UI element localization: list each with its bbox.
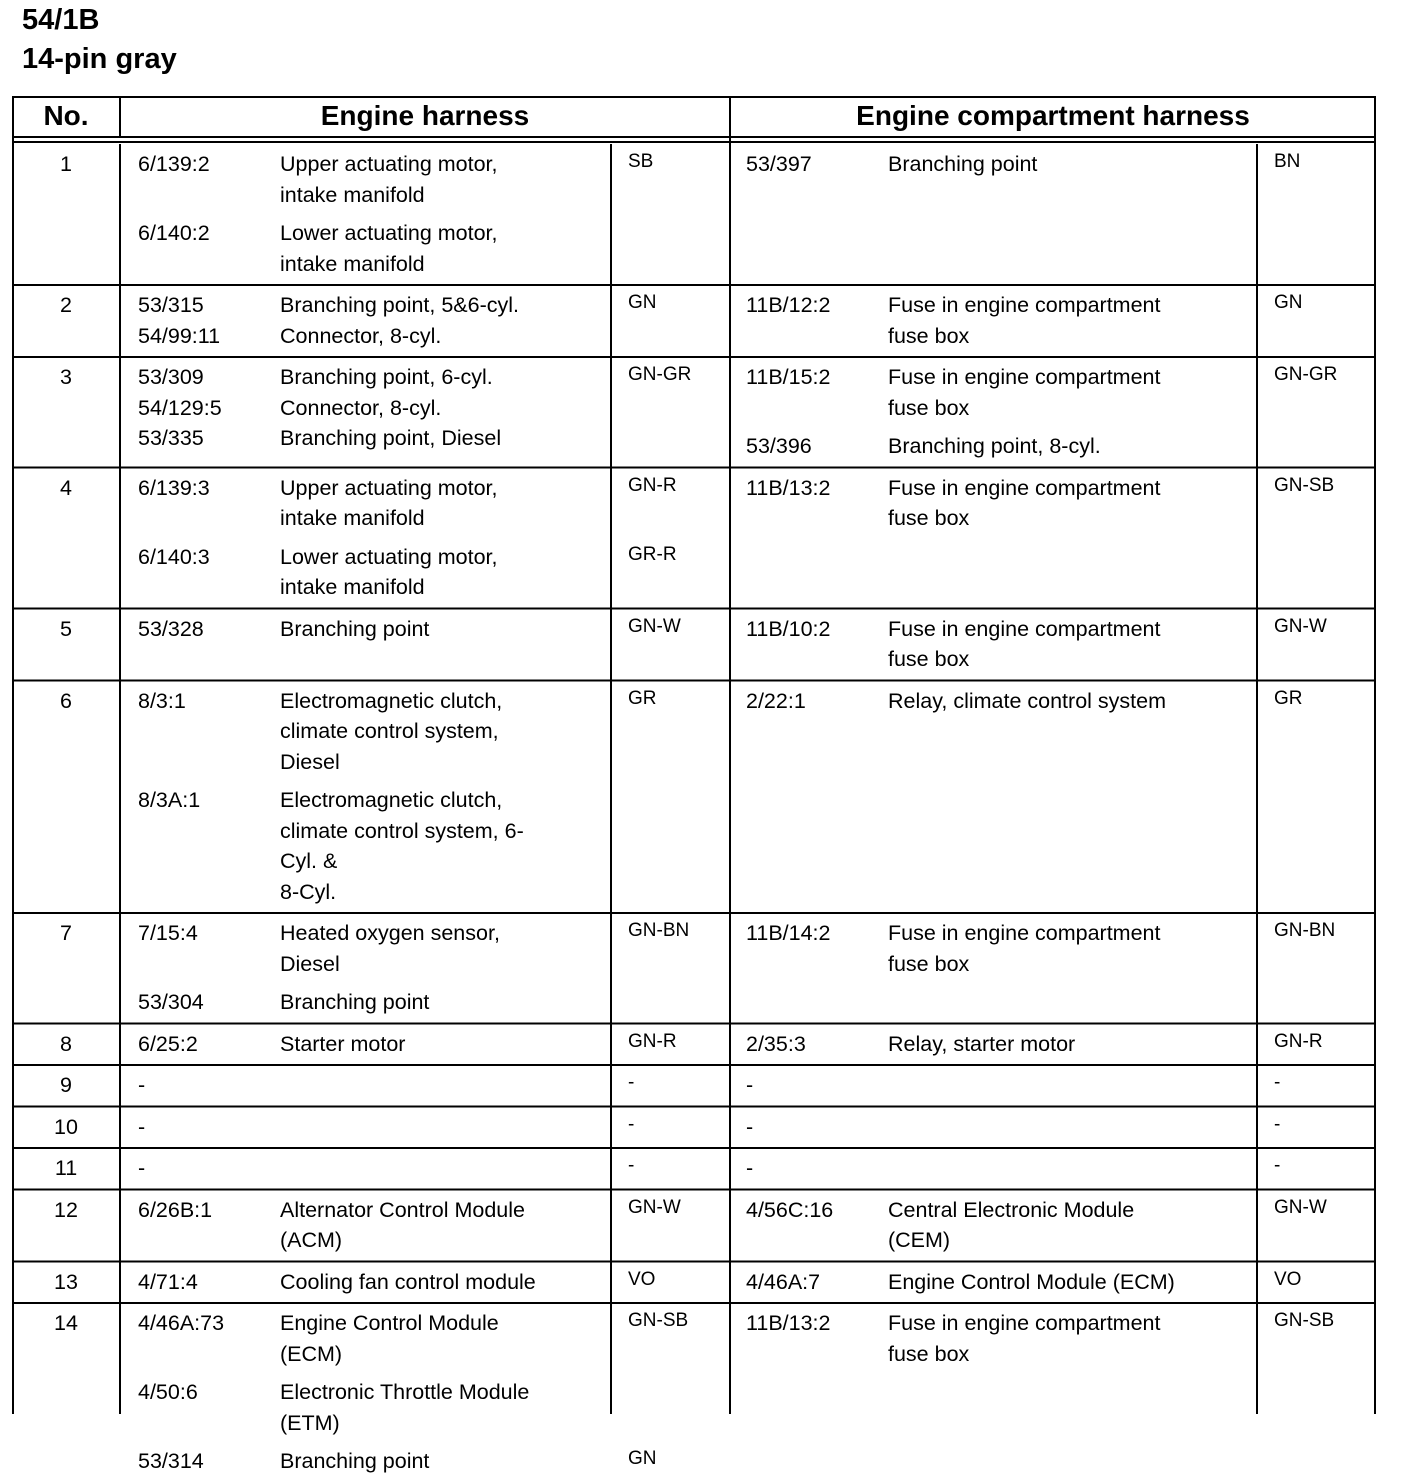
wire-ref: 53/304 [138,990,204,1014]
wire-ref: 7/15:4 [138,921,198,945]
wire-description: fuse box [888,647,970,671]
wire-description: Relay, climate control system [888,688,1166,713]
wire-ref: 11B/12:2 [746,293,831,317]
connector-description-title: 14-pin gray [22,43,177,75]
wire-color-code: GN-GR [1274,364,1338,385]
pin-number: 1 [60,152,72,176]
wire-color-code: GN-SB [1274,474,1335,496]
pin-number: 5 [60,616,72,641]
pin-number: 13 [54,1269,78,1294]
header-no: No. [43,100,89,131]
wire-ref: 11B/13:2 [746,475,831,500]
wire-description: Lower actuating motor, [280,544,498,569]
connector-id-title: 54/1B [22,4,100,36]
wire-ref: - [746,1073,754,1097]
wire-ref: 53/397 [746,152,812,176]
wire-color-code: GN-W [628,615,681,637]
wire-color-code: - [1274,1072,1281,1093]
wire-description: Starter motor [280,1031,406,1056]
wire-description: Branching point [888,152,1038,176]
table-grid [12,96,1376,1414]
wire-description: Upper actuating motor, [280,152,498,176]
pin-number: 2 [60,293,72,317]
wire-color-code: GN-W [1274,615,1327,637]
wire-description: Electromagnetic clutch, [280,688,503,713]
wire-color-code: VO [1274,1268,1302,1290]
wire-ref: - [138,1156,146,1180]
wire-color-code: GN [628,292,657,313]
wire-description: Fuse in engine compartment [888,921,1161,945]
wire-description: (ETM) [280,1410,340,1435]
wire-ref: 53/315 [138,293,204,317]
pin-number: 12 [54,1197,78,1222]
wire-description: Branching point, 8-cyl. [888,434,1101,458]
wire-description: Upper actuating motor, [280,475,498,500]
wire-ref: 8/3:1 [138,688,186,713]
pin-number: 4 [60,475,72,500]
wire-description: Branching point, Diesel [280,426,502,450]
wire-description: Engine Control Module (ECM) [888,1269,1175,1294]
wire-color-code: - [1274,1155,1281,1176]
wire-color-code: GN-W [628,1196,681,1218]
wire-color-code: GN-R [1274,1030,1323,1052]
wire-color-code: GN-W [1274,1196,1327,1218]
wire-color-code: - [1274,1113,1281,1135]
wire-description: intake manifold [280,506,425,530]
header-engine-compartment-harness: Engine compartment harness [856,100,1250,131]
pin-number: 7 [60,921,72,945]
wire-description: intake manifold [280,182,425,207]
wire-color-code: GR-R [628,543,677,565]
pin-number: 11 [54,1156,78,1180]
wire-description: Lower actuating motor, [280,221,498,245]
wire-description: Fuse in engine compartment [888,475,1161,500]
wire-description: climate control system, [280,719,499,743]
wire-ref: 11B/10:2 [746,616,831,641]
wire-color-code: SB [628,151,654,172]
wire-description: Fuse in engine compartment [888,616,1161,641]
wire-description: fuse box [888,395,970,420]
wire-description: fuse box [888,506,970,530]
wire-color-code: GN-SB [628,1310,689,1331]
wire-description: Branching point [280,616,430,641]
wire-description: (ECM) [280,1341,343,1366]
wire-description: (ACM) [280,1228,343,1252]
wire-ref: 53/314 [138,1449,204,1473]
wire-description: climate control system, 6- [280,818,524,843]
wire-color-code: GN [628,1448,657,1469]
wire-ref: 2/22:1 [746,688,806,713]
pin-number: 3 [60,365,72,389]
wire-ref: 8/3A:1 [138,788,201,812]
wire-color-code: GN-GR [628,364,692,385]
wire-ref: 6/26B:1 [138,1197,213,1222]
wire-ref: 6/139:3 [138,475,210,500]
wire-color-code: - [628,1113,635,1135]
wire-ref: 2/35:3 [746,1031,806,1056]
wire-color-code: GN-R [628,474,677,496]
wire-description: Cooling fan control module [280,1269,536,1294]
wire-color-code: VO [628,1268,656,1290]
wire-ref: 4/71:4 [138,1269,198,1294]
wire-ref: 4/56C:16 [746,1197,834,1222]
wire-color-code: BN [1274,151,1301,172]
wire-description: Fuse in engine compartment [888,293,1161,317]
wire-ref: - [746,1114,754,1139]
wire-description: Fuse in engine compartment [888,365,1161,389]
wire-ref: 53/335 [138,426,204,450]
wire-ref: 53/396 [746,434,812,458]
wire-description: (CEM) [888,1228,951,1252]
wire-ref: 54/99:11 [138,323,221,348]
wire-description: fuse box [888,951,970,976]
wire-ref: 4/46A:7 [746,1269,821,1294]
wire-ref: 6/139:2 [138,152,210,176]
wire-description: Connector, 8-cyl. [280,323,442,348]
wire-description: Diesel [280,749,340,774]
wire-description: Central Electronic Module [888,1197,1135,1222]
wire-ref: - [746,1156,754,1180]
pin-number: 8 [60,1031,72,1056]
pin-table [12,96,1376,1473]
pin-number: 6 [60,688,72,713]
wire-ref: 4/46A:73 [138,1311,225,1335]
wire-color-code: GR [628,687,657,709]
wire-description: Diesel [280,951,340,976]
wire-description: fuse box [888,323,970,348]
wire-description: Alternator Control Module [280,1197,525,1222]
wire-description: Electromagnetic clutch, [280,788,503,812]
wire-ref: 6/140:3 [138,544,210,569]
pin-number: 9 [60,1073,72,1097]
wire-description: fuse box [888,1341,970,1366]
wire-ref: 4/50:6 [138,1380,198,1404]
wire-ref: - [138,1073,146,1097]
wire-color-code: GN [1274,292,1303,313]
wire-description: 8-Cyl. [280,879,337,904]
wire-ref: 53/328 [138,616,204,641]
wire-description: Fuse in engine compartment [888,1311,1161,1335]
wire-description: Heated oxygen sensor, [280,921,500,945]
wire-ref: 11B/14:2 [746,921,831,945]
wire-description: Connector, 8-cyl. [280,395,442,420]
pin-number: 14 [54,1311,78,1335]
wire-description: Cyl. & [280,849,338,873]
wire-color-code: - [628,1155,635,1176]
wire-color-code: GR [1274,687,1303,709]
wire-ref: 53/309 [138,365,204,389]
wire-ref: 6/140:2 [138,221,210,245]
wire-ref: 11B/15:2 [746,365,831,389]
wire-color-code: GN-R [628,1030,677,1052]
wire-description: Electronic Throttle Module [280,1380,530,1404]
wire-ref: 11B/13:2 [746,1311,831,1335]
pin-number: 10 [54,1114,78,1139]
wire-ref: 6/25:2 [138,1031,198,1056]
wire-description: intake manifold [280,251,425,276]
wire-color-code: GN-SB [1274,1310,1335,1331]
wire-description: Branching point, 5&6-cyl. [280,293,520,317]
wire-description: Branching point [280,1449,430,1473]
wire-description: Relay, starter motor [888,1031,1076,1056]
wire-description: Branching point [280,990,430,1014]
wire-description: intake manifold [280,575,425,599]
wire-description: Engine Control Module [280,1311,499,1335]
wire-color-code: - [628,1072,635,1093]
wire-color-code: GN-BN [1274,920,1336,941]
wire-ref: 54/129:5 [138,395,222,420]
header-engine-harness: Engine harness [320,100,530,131]
wire-color-code: GN-BN [628,920,690,941]
wire-ref: - [138,1114,146,1139]
wire-description: Branching point, 6-cyl. [280,365,493,389]
